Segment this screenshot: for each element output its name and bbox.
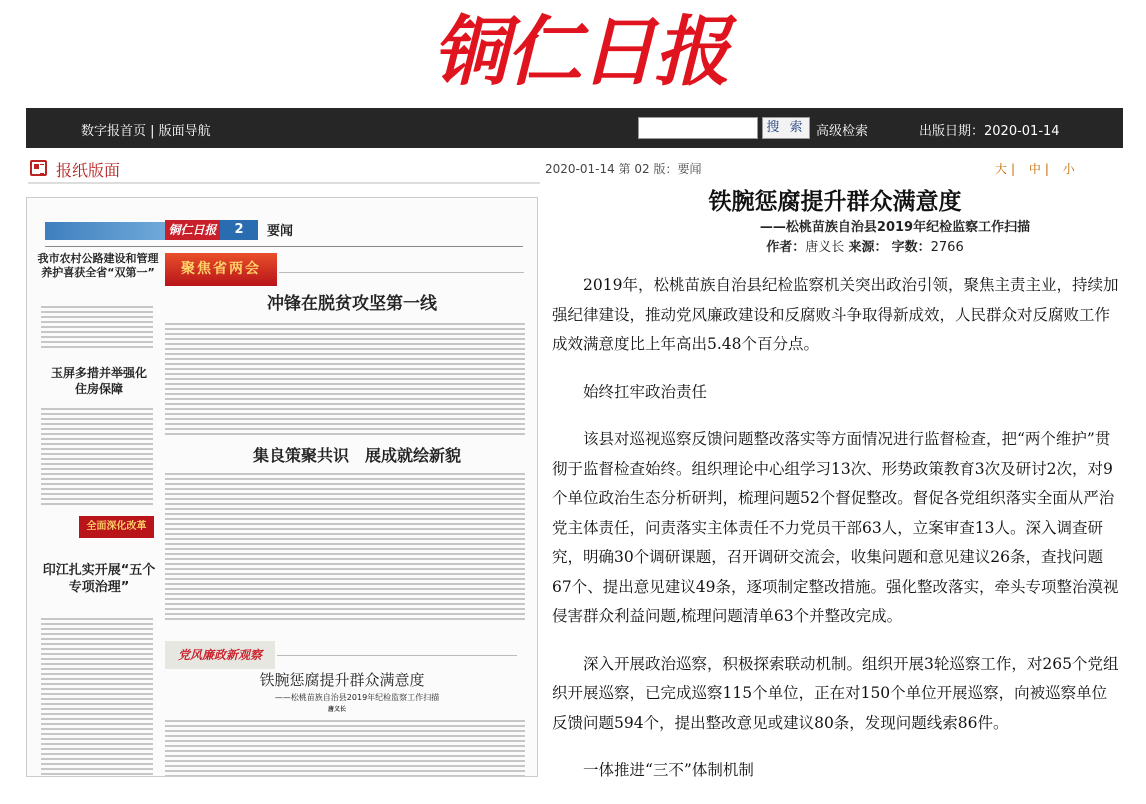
article-link[interactable]: 冲锋在脱贫攻坚第一线	[267, 294, 437, 314]
paragraph: 2019年，松桃苗族自治县纪检监察机关突出政治引领，聚焦主责主业，持续加强纪律建设，推动党风廉政建设和反腐败斗争取得新成效，人民群众对反腐败工作成效满意度比上年高出5.48个百分点。	[552, 276, 1119, 353]
paper-layout-title: 报纸版面	[56, 161, 121, 180]
article-title: 铁腕惩腐提升群众满意度	[708, 189, 962, 215]
text-block	[165, 323, 525, 438]
article-subtitle: ——松桃苗族自治县2019年纪检监察工作扫描	[759, 220, 1031, 235]
nav-separator: |	[146, 124, 159, 139]
word-count-label: 字数：	[891, 240, 931, 255]
article-link[interactable]: 玉屏多措并举强化住房保障	[50, 366, 147, 396]
masthead-logo: 铜仁日报	[165, 220, 220, 240]
publish-date-label: 出版日期：	[919, 124, 985, 139]
masthead-rule	[45, 246, 523, 247]
font-size-large[interactable]: 大	[995, 162, 1008, 176]
nav-links	[81, 120, 211, 139]
section-heading: 一体推进“三不”体制机制	[583, 761, 754, 779]
paragraph: 该县对巡视巡察反馈问题整改落实等方面情况进行监督检查，把“两个维护”贯彻于监督检查始终。组织理论中心组学习13次、形势政策教育3次及研讨2次，对9个单位政治生态分析研判，梳理问题52个督促整改。督促各党组织落实全面从严治党主体责任，问责落实主体责任不力党员干部63人，立案审查13人。深入调查研究，明确30个调研课题，召开调研交流会，收集问题和意见建议26条，查找问题67个、提出意见建议49条，逐项制定整改措施。强化整改落实，牵头专项整治漠视侵害群众利益问题,梳理问题清单63个并整改完成。	[552, 430, 1119, 625]
section-heading: 始终扛牢政治责任	[583, 382, 708, 401]
article-subtitle: ——松桃苗族自治县2019年纪检监察工作扫描	[274, 693, 440, 702]
section-name: 要闻	[267, 224, 294, 239]
newspaper-icon	[30, 160, 47, 176]
divider	[279, 272, 524, 273]
text-block	[41, 618, 153, 777]
banner-reform: 全面深化改革	[79, 516, 154, 538]
source-label: 来源：	[848, 240, 888, 255]
publish-date	[919, 120, 1060, 139]
paragraph: 深入开展政治巡察，积极探索联动机制。组织开展3轮巡察工作，对265个党组织开展巡察，已完成巡察115个单位，正在对150个单位开展巡察，向被巡察单位反馈问题594个，提出整改意见或建议80条，发现问题线索86件。	[552, 654, 1119, 732]
article-body	[552, 271, 1122, 804]
article-meta: 2020-01-14 第 02 版：要闻	[545, 162, 702, 176]
paper-layout-header	[28, 158, 540, 184]
font-size-small[interactable]: 小	[1062, 162, 1075, 176]
word-count: 2766	[930, 240, 964, 255]
newspaper-page-thumbnail[interactable]	[26, 197, 538, 777]
article-link[interactable]: 铁腕惩腐提升群众满意度	[259, 671, 425, 689]
masthead-bar	[45, 222, 165, 240]
publish-date-value: 2020-01-14	[984, 124, 1060, 139]
text-block	[41, 408, 153, 508]
text-block	[41, 306, 153, 350]
author-name: 唐义长	[805, 240, 845, 255]
article-link[interactable]: 集良策聚共识 展成就绘新貌	[252, 446, 461, 465]
advanced-search-link[interactable]: 高级检索	[816, 124, 869, 139]
banner-clean-governance: 党风廉政新观察	[165, 641, 275, 669]
article-link[interactable]: 印江扎实开展“五个专项治理”	[42, 563, 156, 595]
top-navbar	[26, 108, 1123, 148]
page-number: 2	[220, 220, 258, 240]
font-size-medium[interactable]: 中	[1028, 162, 1041, 176]
text-block	[165, 473, 525, 623]
font-size-switcher: 大 | 中 | 小	[995, 162, 1075, 176]
page-nav-link[interactable]: 版面导航	[158, 124, 211, 139]
text-block	[165, 720, 525, 777]
home-link[interactable]: 数字报首页	[81, 124, 147, 139]
article-byline	[545, 236, 1125, 255]
author-label: 作者：	[766, 240, 806, 255]
divider	[277, 655, 517, 656]
search-input[interactable]	[638, 117, 758, 139]
newspaper-logo: 铜仁日报	[432, 7, 728, 96]
article-author: 唐义长	[327, 706, 346, 713]
banner-two-sessions: 聚焦省两会	[165, 253, 277, 286]
search-button[interactable]: 搜 索	[762, 117, 810, 139]
article-link[interactable]: 我市农村公路建设和管理养护喜获全省“双第一”	[37, 252, 159, 280]
